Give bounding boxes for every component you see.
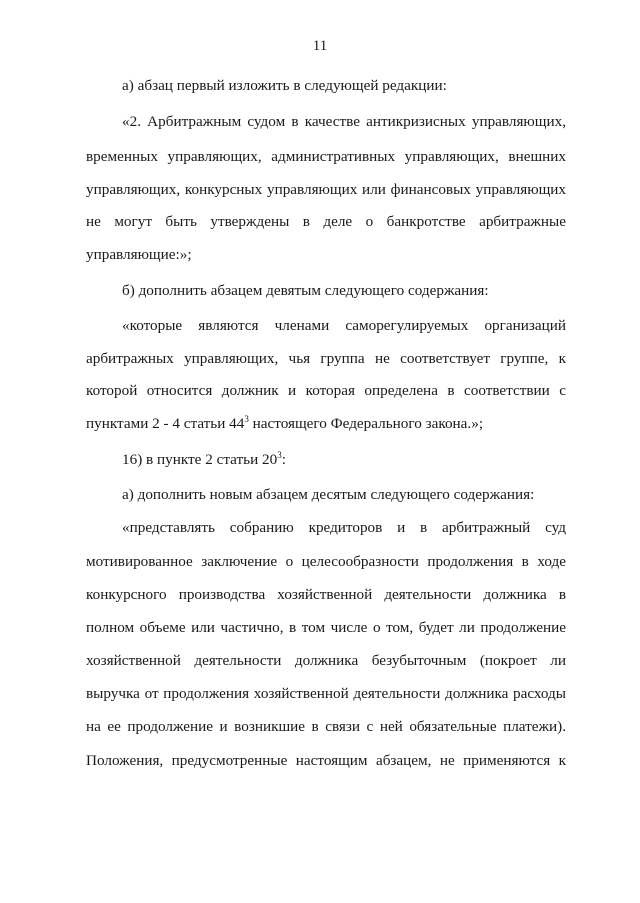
page-number: 11 — [312, 38, 328, 54]
text-line: Положения, предусмотренные настоящим абзацем, не применяются к — [86, 752, 566, 769]
text-fragment: пунктами 2 - 4 статьи 44 — [86, 415, 245, 432]
text-line: а) дополнить новым абзацем десятым следующего содержания: — [122, 486, 535, 503]
text-line: «которые являются членами саморегулируемых организаций — [122, 317, 566, 334]
text-line: «представлять собранию кредиторов и в арбитражный суд — [122, 519, 566, 536]
text-fragment: настоящего Федерального закона.»; — [248, 415, 484, 432]
text-line: которой относится должник и которая определена в соответствии с — [86, 382, 566, 399]
superscript: 3 — [244, 414, 249, 424]
text-line: хозяйственной деятельности должника безубыточным (покроет ли — [86, 652, 566, 669]
text-line: управляющие:»; — [86, 246, 192, 263]
text-line: конкурсного производства хозяйственной деятельности должника в — [86, 586, 566, 603]
text-line: полном объеме или частично, в том числе о том, будет ли продолжение — [86, 619, 566, 636]
text-fragment: 16) в пункте 2 статьи 20 — [122, 451, 278, 468]
text-line: б) дополнить абзацем девятым следующего содержания: — [122, 282, 489, 299]
text-fragment: : — [281, 451, 286, 468]
text-line: управляющих, конкурсных управляющих или финансовых управляющих — [86, 181, 566, 198]
text-line: на ее продолжение и возникшие в связи с ней обязательные платежи). — [86, 718, 566, 735]
text-line: выручка от продолжения хозяйственной деятельности должника расходы — [86, 685, 566, 702]
text-line: «2. Арбитражным судом в качестве антикризисных управляющих, — [122, 113, 566, 130]
text-line: временных управляющих, административных управляющих, внешних — [86, 148, 566, 165]
text-line — [86, 414, 566, 434]
superscript: 3 — [277, 450, 282, 460]
text-line: арбитражных управляющих, чья группа не соответствует группе, к — [86, 350, 566, 367]
text-line: мотивированное заключение о целесообразности продолжения в ходе — [86, 553, 566, 570]
text-line: не могут быть утверждены в деле о банкротстве арбитражные — [86, 213, 566, 230]
text-line — [122, 450, 566, 470]
text-line: а) абзац первый изложить в следующей редакции: — [122, 77, 447, 94]
